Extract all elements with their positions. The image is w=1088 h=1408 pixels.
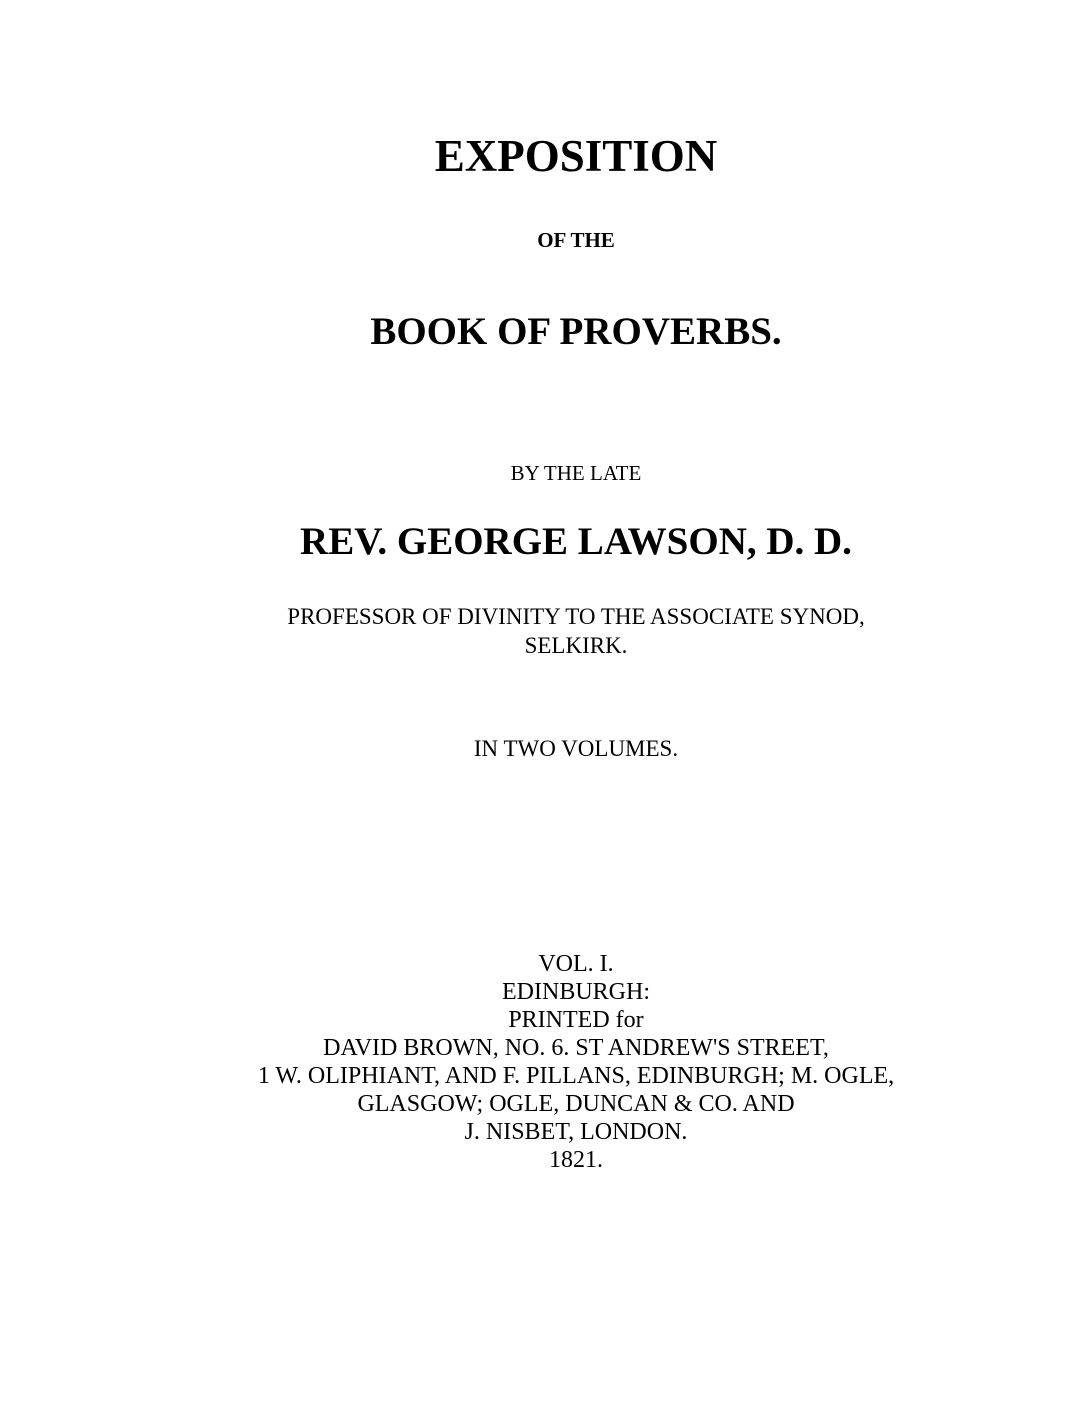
by-line: BY THE LATE: [510, 461, 642, 485]
of-the-line: OF THE: [537, 228, 615, 252]
publisher-line-1: DAVID BROWN, NO. 6. ST ANDREW'S STREET,: [323, 1035, 829, 1061]
printed-for-line: PRINTED for: [508, 1007, 644, 1033]
volumes-note: IN TWO VOLUMES.: [473, 736, 679, 761]
publisher-line-2: 1 W. OLIPHIANT, AND F. PILLANS, EDINBURGH; M. OGLE,: [257, 1063, 895, 1089]
author-name: REV. GEORGE LAWSON, D. D.: [300, 520, 852, 563]
imprint-block: [0, 950, 1088, 1174]
subject-title: BOOK OF PROVERBS.: [370, 310, 782, 353]
author-role-line1: PROFESSOR OF DIVINITY TO THE ASSOCIATE SYNOD,: [287, 604, 865, 629]
main-title: EXPOSITION: [434, 131, 718, 181]
volume-number: VOL. I.: [538, 951, 614, 977]
imprint-city: EDINBURGH:: [502, 979, 650, 1005]
publisher-line-3: GLASGOW; OGLE, DUNCAN & CO. AND: [357, 1091, 795, 1117]
publication-year: 1821.: [549, 1147, 603, 1173]
publisher-line-4: J. NISBET, LONDON.: [464, 1119, 688, 1145]
author-role-line2: SELKIRK.: [524, 633, 628, 658]
